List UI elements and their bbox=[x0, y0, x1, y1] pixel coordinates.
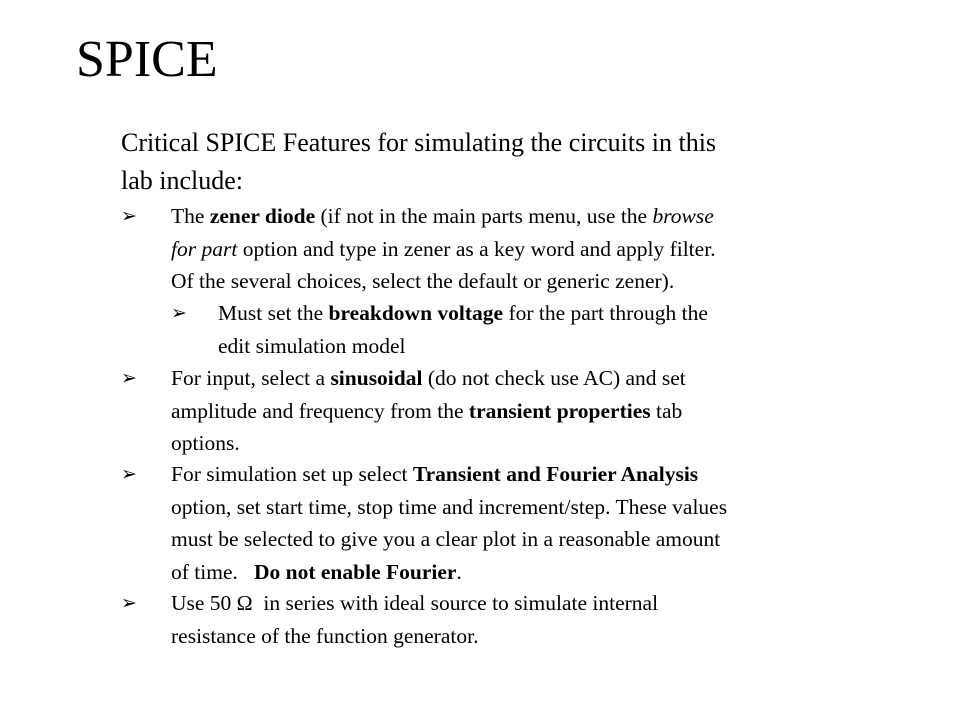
bullet-line: resistance of the function generator. bbox=[171, 623, 479, 648]
bullet-text bbox=[171, 587, 658, 652]
arrow-bullet-icon: ➢ bbox=[121, 205, 137, 227]
intro-line-1: Critical SPICE Features for simulating the circuits in this bbox=[121, 128, 717, 157]
bullet-line: of time. Do not enable Fourier. bbox=[171, 559, 462, 584]
bullet-line: Of the several choices, select the default or generic zener). bbox=[171, 269, 675, 293]
emphasis-italic: browse bbox=[652, 204, 714, 228]
bullet-line: option, set start time, stop time and increment/step. These values bbox=[171, 494, 728, 519]
bullet-series-resistance bbox=[121, 587, 881, 653]
bullet-text bbox=[218, 297, 708, 362]
bullet-line: for part option and type in zener as a key word and apply filter. bbox=[171, 236, 716, 261]
arrow-bullet-icon: ➢ bbox=[171, 302, 187, 324]
slide-title: SPICE bbox=[76, 31, 218, 88]
emphasis-bold: Do not enable Fourier bbox=[254, 559, 457, 584]
emphasis-bold: transient properties bbox=[468, 398, 651, 423]
bullet-line: edit simulation model bbox=[218, 333, 406, 358]
bullet-line: amplitude and frequency from the transient properties tab bbox=[171, 398, 683, 423]
bullet-zener-diode bbox=[121, 200, 881, 298]
bullet-text bbox=[171, 362, 686, 460]
bullet-line: For input, select a sinusoidal (do not check use AC) and set bbox=[171, 366, 686, 390]
bullet-line: Must set the breakdown voltage for the part through the bbox=[218, 301, 708, 325]
bullet-text bbox=[171, 200, 716, 298]
emphasis-bold: zener diode bbox=[209, 204, 316, 228]
bullet-simulation-setup bbox=[121, 458, 901, 589]
intro-line-2: lab include: bbox=[121, 166, 244, 195]
bullet-line: The zener diode (if not in the main parts menu, use the browse bbox=[171, 204, 714, 228]
emphasis-bold: breakdown voltage bbox=[328, 301, 504, 325]
bullet-text bbox=[171, 458, 727, 588]
bullet-line: For simulation set up select Transient and Fourier Analysis bbox=[171, 462, 699, 486]
emphasis-bold: Transient and Fourier Analysis bbox=[412, 462, 699, 486]
bullet-line: must be selected to give you a clear plot in a reasonable amount bbox=[171, 527, 721, 551]
emphasis-bold: sinusoidal bbox=[330, 366, 423, 390]
subbullet-breakdown-voltage bbox=[171, 297, 871, 363]
bullet-input-source bbox=[121, 362, 881, 460]
arrow-bullet-icon: ➢ bbox=[121, 367, 137, 389]
intro-text bbox=[121, 124, 881, 200]
bullet-line: Use 50 Ω in series with ideal source to simulate internal bbox=[171, 591, 659, 615]
arrow-bullet-icon: ➢ bbox=[121, 463, 137, 485]
bullet-line: options. bbox=[171, 431, 240, 455]
emphasis-italic: for part bbox=[171, 236, 238, 261]
arrow-bullet-icon: ➢ bbox=[121, 592, 137, 614]
